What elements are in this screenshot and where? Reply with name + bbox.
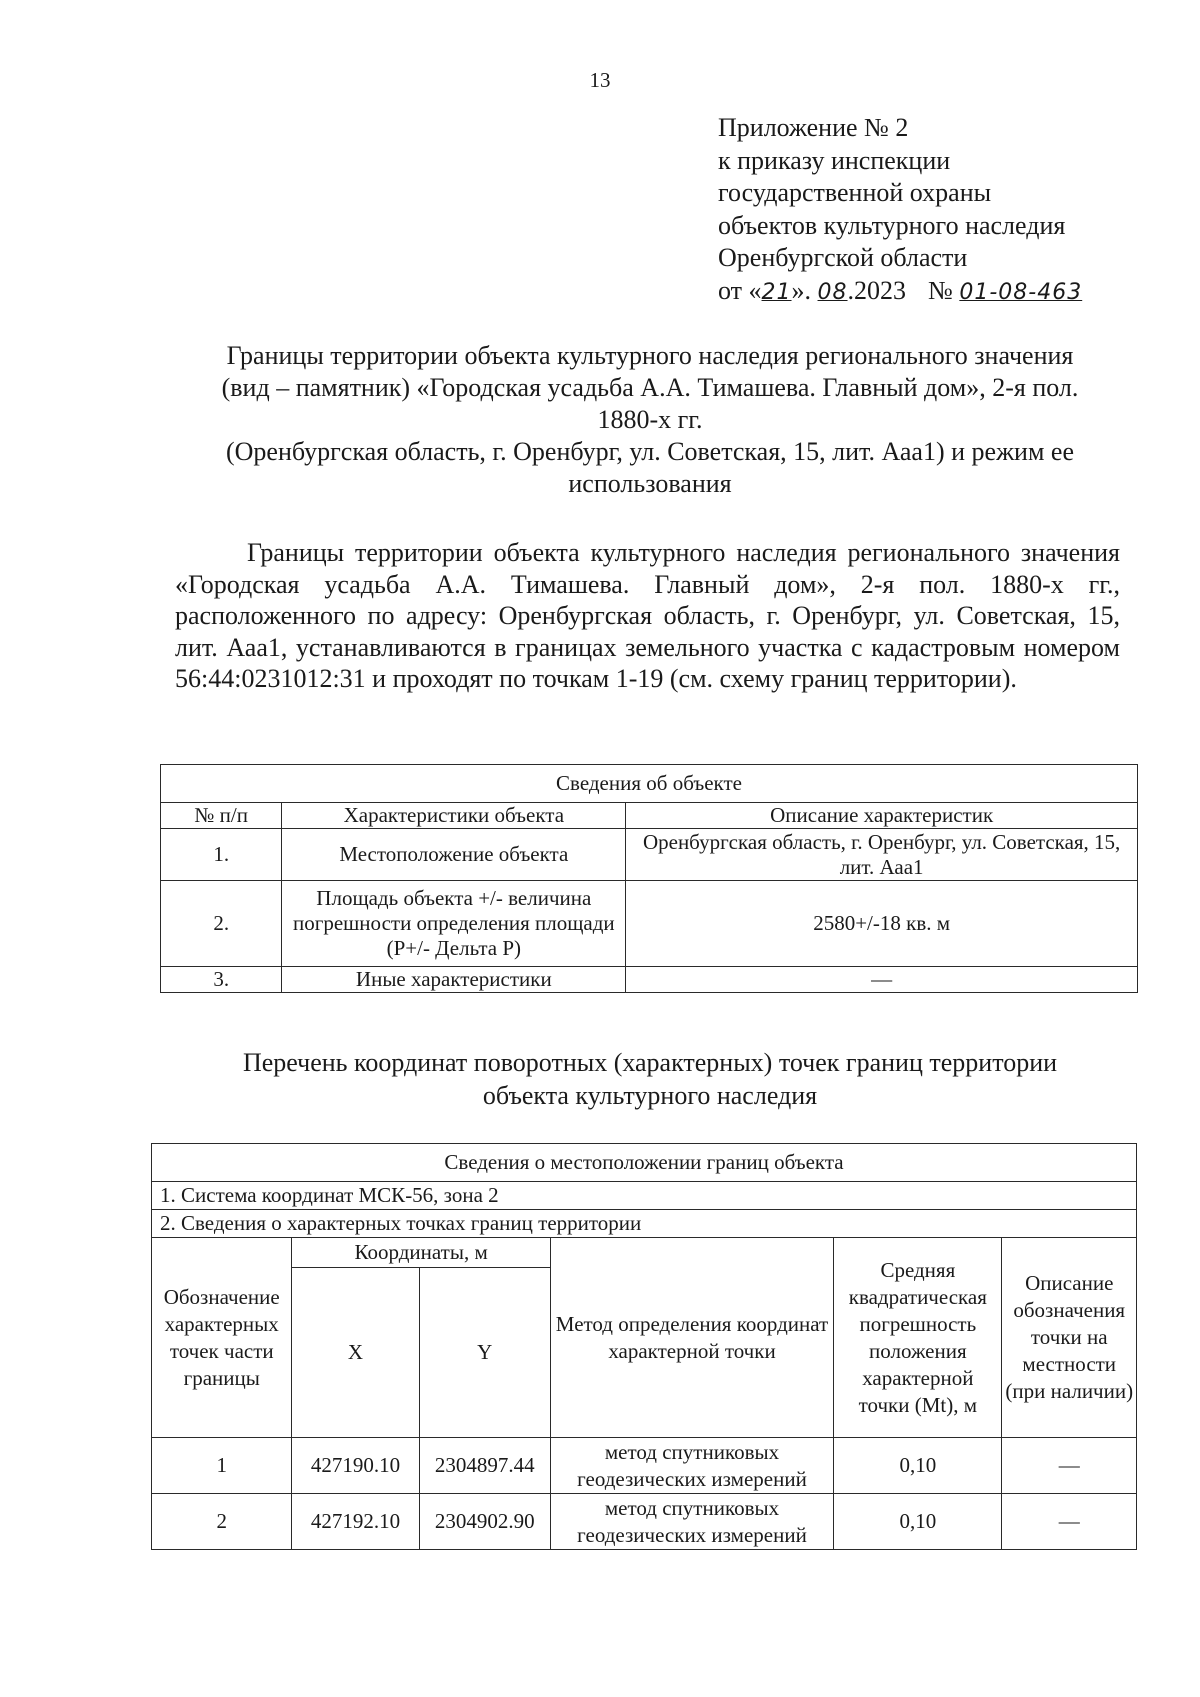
- appendix-title: Приложение № 2: [718, 113, 909, 142]
- title-line: (вид – памятник) «Городская усадьба А.А. Тимашева. Главный дом», 2-я пол.: [221, 373, 1079, 402]
- handwritten-order-number: 01-08-463: [959, 279, 1083, 305]
- method-value: метод спутниковых геодезических измерений: [550, 1438, 833, 1494]
- appendix-line: государственной охраны: [718, 178, 992, 207]
- description-value: —: [1002, 1494, 1137, 1550]
- coordinates-table: [151, 1143, 1137, 1550]
- coordinates-header: Координаты, м: [292, 1238, 550, 1268]
- appendix-block: [718, 112, 1158, 309]
- coordinate-system-row: 1. Система координат МСК-56, зона 2: [152, 1182, 1137, 1210]
- characteristic-points-row: 2. Сведения о характерных точках границ территории: [152, 1210, 1137, 1238]
- coordinates-section-title: [170, 1046, 1130, 1112]
- row-number: 1.: [161, 829, 282, 881]
- document-title: [170, 340, 1130, 500]
- point-number: 2: [152, 1494, 292, 1550]
- x-value: 427192.10: [292, 1494, 419, 1550]
- table-row: [161, 881, 1138, 967]
- description-cell: 2580+/-18 кв. м: [626, 881, 1138, 967]
- date-middle: ».: [791, 275, 812, 305]
- column-header: Описание характеристик: [626, 803, 1138, 829]
- section-title-line: объекта культурного наследия: [482, 1081, 818, 1110]
- description-cell: Оренбургская область, г. Оренбург, ул. Советская, 15, лит. Ааа1: [626, 829, 1138, 881]
- y-value: 2304902.90: [419, 1494, 550, 1550]
- column-header: Характеристики объекта: [282, 803, 626, 829]
- row-number: 2.: [161, 881, 282, 967]
- y-header: Y: [419, 1268, 550, 1438]
- row-number: 3.: [161, 967, 282, 993]
- object-info-table: [160, 764, 1138, 993]
- y-value: 2304897.44: [419, 1438, 550, 1494]
- number-prefix: №: [928, 275, 953, 305]
- handwritten-day: 21: [761, 279, 792, 305]
- appendix-line: объектов культурного наследия: [718, 210, 1066, 240]
- date-prefix: от «: [718, 275, 762, 305]
- x-value: 427190.10: [292, 1438, 419, 1494]
- title-line: (Оренбургская область, г. Оренбург, ул. Советская, 15, лит. Ааа1) и режим ее: [226, 437, 1074, 466]
- description-value: —: [1002, 1438, 1137, 1494]
- table-row: [152, 1438, 1137, 1494]
- table-row: [161, 829, 1138, 881]
- appendix-line: Оренбургской области: [718, 243, 968, 272]
- table-row: [152, 1494, 1137, 1550]
- table-row: [161, 967, 1138, 993]
- appendix-line: к приказу инспекции: [718, 145, 951, 175]
- table-caption: Сведения об объекте: [161, 765, 1138, 803]
- page-number: 13: [589, 68, 611, 92]
- error-header: Средняя квадратическая погрешность положения характерной точки (Mt), м: [834, 1238, 1002, 1438]
- title-line: 1880-х гг.: [597, 405, 703, 434]
- column-header: № п/п: [161, 803, 282, 829]
- appendix-date-line: [718, 275, 1158, 310]
- characteristic-cell: Площадь объекта +/- величина погрешности определения площади (Р+/- Дельта Р): [282, 881, 626, 967]
- x-header: X: [292, 1268, 419, 1438]
- error-value: 0,10: [834, 1494, 1002, 1550]
- method-value: метод спутниковых геодезических измерений: [550, 1494, 833, 1550]
- description-cell: —: [626, 967, 1138, 993]
- characteristic-cell: Местоположение объекта: [282, 829, 626, 881]
- point-description-header: Описание обозначения точки на местности (при наличии): [1002, 1238, 1137, 1438]
- section-title-line: Перечень координат поворотных (характерных) точек границ территории: [242, 1048, 1058, 1077]
- table-caption: Сведения о местоположении границ объекта: [152, 1144, 1137, 1182]
- title-line: использования: [568, 469, 732, 498]
- error-value: 0,10: [834, 1438, 1002, 1494]
- body-paragraph: Границы территории объекта культурного наследия регионального значения «Городская усадьба А.А. Тимашева. Главный дом», 2-я пол. 1880-х гг., расположенного по адресу: Оренбургская область, г. Оренбург, ул. Советская, 15, лит. Ааа1, устанавливаются в границах земельного участка с кадастровым номером 56:44:0231012:31 и проходят по точкам 1-19 (см. схему границ территории).: [175, 538, 1120, 693]
- method-header: Метод определения координат характерной точки: [550, 1238, 833, 1438]
- point-number: 1: [152, 1438, 292, 1494]
- date-year: .2023: [847, 275, 907, 305]
- designation-header: Обозначение характерных точек части границы: [152, 1238, 292, 1438]
- title-line: Границы территории объекта культурного наследия регионального значения: [226, 341, 1074, 370]
- characteristic-cell: Иные характеристики: [282, 967, 626, 993]
- handwritten-month: 08: [817, 279, 848, 305]
